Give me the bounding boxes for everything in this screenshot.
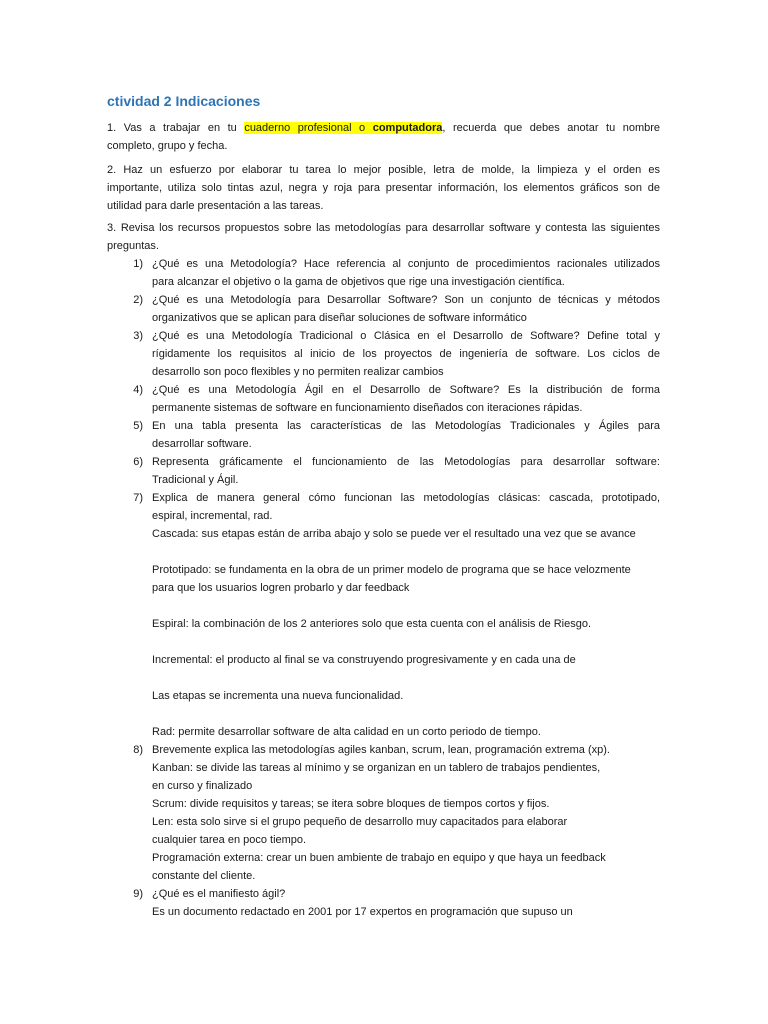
answer-incremental-cont: Las etapas se incrementa una nueva funcionalidad. [152,690,404,702]
page-title: ctividad 2 Indicaciones [107,93,261,109]
list-item: ¿Qué es una Metodología Tradicional o Clásica en el Desarrollo de Software? Define total y rígidamente los requisitos al inicio de los proyectos de ingeniería de software. Los ciclos de desarrollo son poco flexibles y no permiten realizar cambios [152,330,660,378]
answer-rad: Rad: permite desarrollar software de alta calidad en un corto periodo de tiempo. [152,726,541,738]
item-number: 5) [133,420,143,432]
list-item: ¿Qué es una Metodología para Desarrollar Software? Son un conjunto de técnicas y métodos organizativos que se aplican para diseñar soluciones de software informático [152,294,660,324]
list-item: ¿Qué es una Metodología Ágil en el Desarrollo de Software? Es la distribución de forma permanente sistemas de software en funcionamiento diseñados con iteraciones rápidas. [152,384,660,414]
item-number: 4) [133,384,143,396]
answer-xp: Programación externa: crear un buen ambiente de trabajo en equipo y que haya un feedback [152,852,606,864]
answer-kanban-cont: en curso y finalizado [152,780,253,792]
list-item: Explica de manera general cómo funcionan las metodologías clásicas: cascada, prototipado, espiral, incremental, rad. [152,492,660,522]
answer-kanban: Kanban: se divide las tareas al mínimo y se organizan en un tablero de trabajos pendientes, [152,762,601,774]
item-number: 6) [133,456,143,468]
answer-lean: Len: esta solo sirve si el grupo pequeño de desarrollo muy capacitados para elaborar [152,816,568,828]
answer-lean-cont: cualquier tarea en poco tiempo. [152,834,307,846]
answer-xp-cont: constante del cliente. [152,870,256,882]
answer-scrum: Scrum: divide requisitos y tareas; se itera sobre bloques de tiempos cortos y fijos. [152,798,550,810]
answer-prototipado-cont: para que los usuarios logren probarlo y dar feedback [152,582,410,594]
answer-cascada: Cascada: sus etapas están de arriba abajo y solo se puede ver el resultado una vez que se avance [152,528,636,540]
answer-prototipado: Prototipado: se fundamenta en la obra de un primer modelo de programa que se hace velozmente [152,564,631,576]
list-item: ¿Qué es el manifiesto ágil? [152,888,286,900]
list-item: Brevemente explica las metodologías agiles kanban, scrum, lean, programación extrema (xp). [152,744,610,756]
list-item: ¿Qué es una Metodología? Hace referencia al conjunto de procedimientos racionales utilizados para alcanzar el objetivo o la gama de objetivos que rige una investigación científica. [152,258,660,288]
instruction-2: 2. Haz un esfuerzo por elaborar tu tarea lo mejor posible, letra de molde, la limpieza y el orden es importante, utiliza solo tintas azul, negra y roja para presentar información, los elementos gráficos son de utilidad para darle presentación a las tareas. [107,164,660,212]
list-item: Representa gráficamente el funcionamiento de las Metodologías para desarrollar software: Tradicional y Ágil. [152,456,660,486]
item-number: 2) [133,294,143,306]
list-item: En una tabla presenta las características de las Metodologías Tradicionales y Ágiles para desarrollar software. [152,420,660,450]
item-number: 3) [133,330,143,342]
item-number: 1) [133,258,143,270]
answer-espiral: Espiral: la combinación de los 2 anteriores solo que esta cuenta con el análisis de Riesgo. [152,618,592,630]
highlighted-text: cuaderno profesional o computadora [244,122,443,134]
instruction-1 [107,119,660,155]
answer-manifiesto: Es un documento redactado en 2001 por 17 expertos en programación que supuso un [152,906,573,918]
instruction-1-line-1: 1. Vas a trabajar en tu cuaderno profesional o computadora, recuerda que debes anotar tu nombre [107,122,661,134]
instruction-3: 3. Revisa los recursos propuestos sobre las metodologías para desarrollar software y contesta las siguientes preguntas. [107,222,660,252]
item-number: 8) [133,744,143,756]
instruction-1-line-2: completo, grupo y fecha. [107,140,228,152]
item-number: 9) [133,888,143,900]
item-number: 7) [133,492,143,504]
answer-incremental: Incremental: el producto al final se va construyendo progresivamente y en cada una de [152,654,576,666]
